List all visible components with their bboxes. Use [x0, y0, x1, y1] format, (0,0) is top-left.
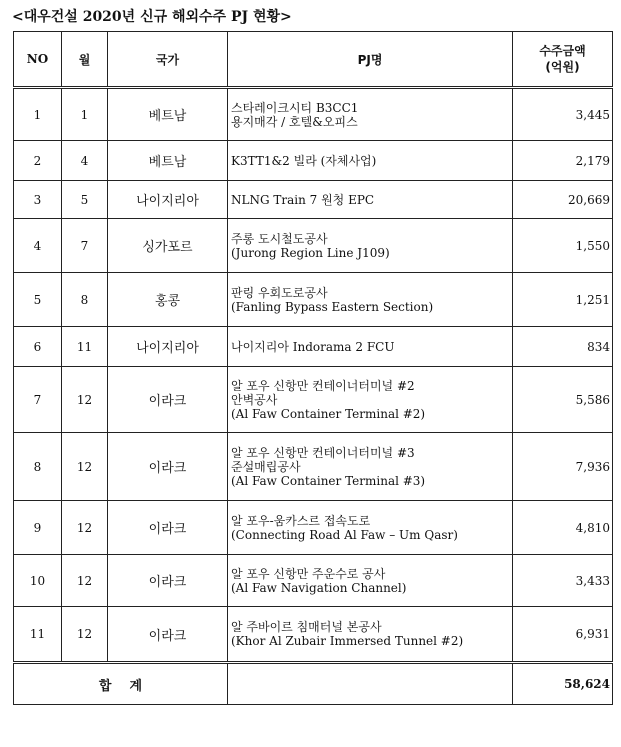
project-line: (Jurong Region Line J109) — [231, 245, 390, 260]
page-title: <대우건설 2020년 신규 해외수주 PJ 현황> — [12, 9, 292, 25]
project-line: 안벽공사 — [231, 392, 278, 407]
header-row — [14, 32, 613, 88]
row-project — [228, 555, 513, 607]
row-project — [228, 327, 513, 367]
row-no: 5 — [14, 273, 62, 327]
table-row — [14, 607, 613, 663]
col-header-project: PJ명 — [228, 32, 513, 88]
row-month: 1 — [62, 88, 108, 141]
row-amount: 4,810 — [513, 501, 613, 555]
row-no: 6 — [14, 327, 62, 367]
project-line: (Al Faw Container Terminal #3) — [231, 473, 426, 488]
row-country: 이라크 — [108, 367, 228, 433]
table-row — [14, 367, 613, 433]
col-header-amount-line1: 수주금액 — [539, 44, 586, 58]
row-country: 이라크 — [108, 607, 228, 663]
total-empty-cell — [228, 663, 513, 705]
project-line: 알 포우-움카스르 접속도로 — [231, 513, 371, 528]
project-line: 알 포우 신항만 컨테이너터미널 #3 — [231, 445, 415, 460]
row-amount: 20,669 — [513, 181, 613, 219]
row-month: 11 — [62, 327, 108, 367]
row-month: 12 — [62, 433, 108, 501]
project-line: (Al Faw Container Terminal #2) — [231, 406, 426, 421]
total-amount: 58,624 — [513, 663, 613, 705]
project-line: K3TT1&2 빌라 (자체사업) — [231, 153, 377, 168]
row-month: 12 — [62, 367, 108, 433]
row-month: 8 — [62, 273, 108, 327]
row-project — [228, 607, 513, 663]
row-country: 이라크 — [108, 555, 228, 607]
total-label: 합 계 — [14, 663, 228, 705]
row-country: 이라크 — [108, 501, 228, 555]
row-country: 베트남 — [108, 88, 228, 141]
table-row — [14, 273, 613, 327]
row-project — [228, 88, 513, 141]
table-body — [14, 88, 613, 663]
row-country: 홍콩 — [108, 273, 228, 327]
row-no: 3 — [14, 181, 62, 219]
table-row — [14, 501, 613, 555]
col-header-no: NO — [14, 32, 62, 88]
project-line: (Al Faw Navigation Channel) — [231, 580, 407, 595]
row-project — [228, 501, 513, 555]
row-month: 12 — [62, 607, 108, 663]
row-amount: 1,251 — [513, 273, 613, 327]
table-row — [14, 88, 613, 141]
row-amount: 3,433 — [513, 555, 613, 607]
total-row — [14, 663, 613, 705]
row-amount: 7,936 — [513, 433, 613, 501]
row-month: 5 — [62, 181, 108, 219]
col-header-country: 국가 — [108, 32, 228, 88]
row-project — [228, 219, 513, 273]
row-month: 12 — [62, 501, 108, 555]
row-amount: 2,179 — [513, 141, 613, 181]
table-row — [14, 141, 613, 181]
row-amount: 3,445 — [513, 88, 613, 141]
row-country: 이라크 — [108, 433, 228, 501]
row-project — [228, 141, 513, 181]
row-project — [228, 273, 513, 327]
row-no: 2 — [14, 141, 62, 181]
table-row — [14, 433, 613, 501]
row-amount: 1,550 — [513, 219, 613, 273]
project-line: 알 포우 신항만 컨테이너터미널 #2 — [231, 378, 415, 393]
table-row — [14, 219, 613, 273]
table-row — [14, 181, 613, 219]
row-month: 7 — [62, 219, 108, 273]
project-line: 나이지리아 Indorama 2 FCU — [231, 339, 395, 354]
project-line: 알 주바이르 침매터널 본공사 — [231, 620, 382, 634]
project-line: 용지매각 / 호텔&오피스 — [231, 114, 358, 129]
row-amount: 5,586 — [513, 367, 613, 433]
row-no: 1 — [14, 88, 62, 141]
row-amount: 834 — [513, 327, 613, 367]
projects-table — [13, 31, 613, 705]
table-row — [14, 555, 613, 607]
row-no: 8 — [14, 433, 62, 501]
row-country: 싱가포르 — [108, 219, 228, 273]
row-no: 4 — [14, 219, 62, 273]
project-line: 판링 우회도로공사 — [231, 285, 328, 300]
project-line: (Fanling Bypass Eastern Section) — [231, 299, 434, 314]
project-line: 스타레이크시티 B3CC1 — [231, 100, 359, 115]
col-header-amount-line2: (억원) — [545, 60, 580, 74]
row-month: 4 — [62, 141, 108, 181]
project-line: 준설매립공사 — [231, 459, 301, 474]
project-line: 주롱 도시철도공사 — [231, 231, 328, 246]
row-no: 7 — [14, 367, 62, 433]
project-line: NLNG Train 7 원청 EPC — [231, 192, 375, 207]
col-header-amount — [513, 32, 613, 88]
table-row — [14, 327, 613, 367]
row-no: 10 — [14, 555, 62, 607]
project-line: (Khor Al Zubair Immersed Tunnel #2) — [231, 634, 464, 648]
row-amount: 6,931 — [513, 607, 613, 663]
row-country: 베트남 — [108, 141, 228, 181]
row-project — [228, 433, 513, 501]
project-line: 알 포우 신항만 주운수로 공사 — [231, 566, 386, 581]
row-project — [228, 367, 513, 433]
col-header-month: 월 — [62, 32, 108, 88]
row-country: 나이지리아 — [108, 181, 228, 219]
row-country: 나이지리아 — [108, 327, 228, 367]
project-line: (Connecting Road Al Faw – Um Qasr) — [231, 527, 458, 542]
row-no: 9 — [14, 501, 62, 555]
row-project — [228, 181, 513, 219]
row-month: 12 — [62, 555, 108, 607]
row-no: 11 — [14, 607, 62, 663]
